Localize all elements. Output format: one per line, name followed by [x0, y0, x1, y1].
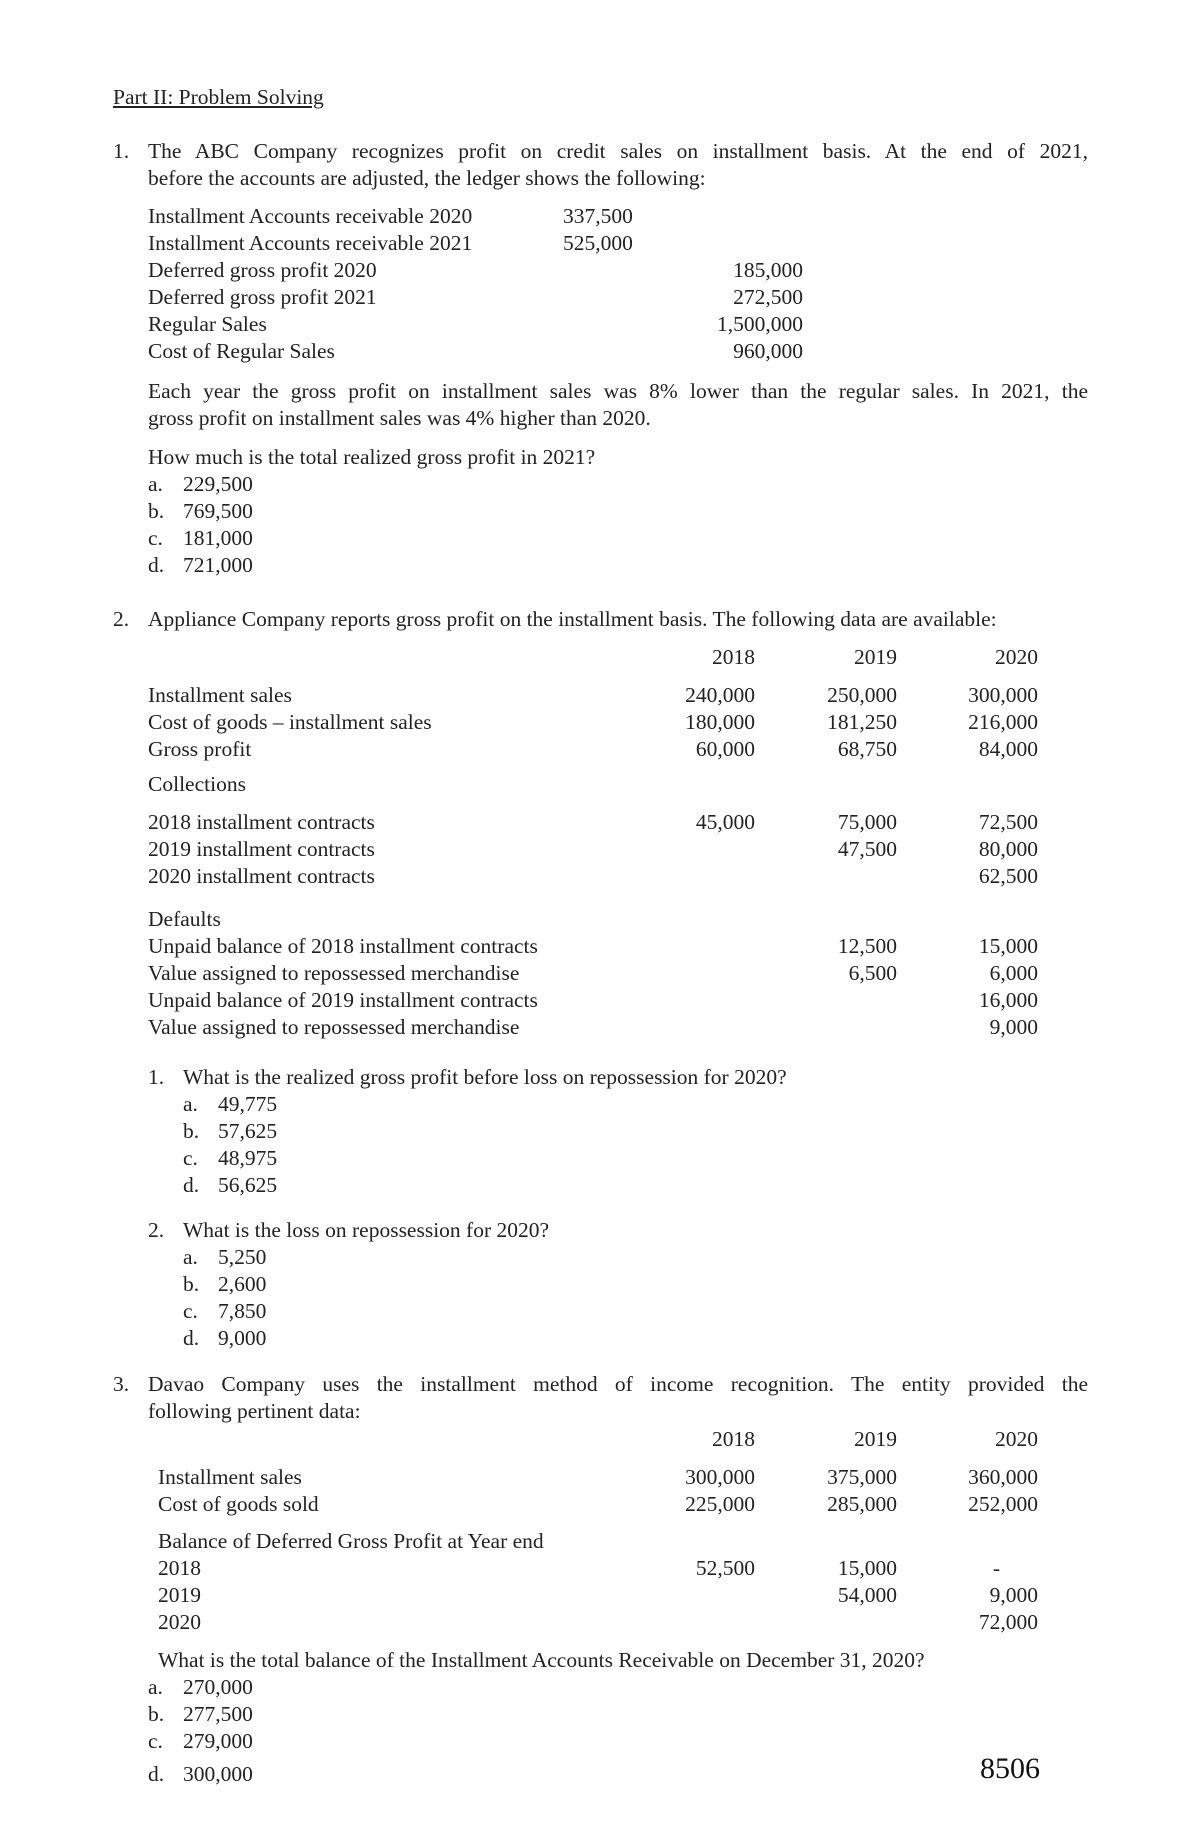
- q2-sub2-choice-value: 2,600: [218, 1272, 267, 1296]
- section-heading: Part II: Problem Solving: [113, 85, 324, 109]
- row-label: Installment sales: [148, 683, 292, 707]
- ledger-credit: 1,500,000: [717, 312, 803, 336]
- q2-year-header: 2020: [995, 645, 1038, 669]
- cell-2018: [608, 933, 755, 960]
- cell-2018: 225,000: [685, 1492, 755, 1516]
- q2-sub2-choice-value: 9,000: [218, 1326, 267, 1350]
- table-row: [158, 1555, 1038, 1582]
- q2-sub1-choice-letter: c.: [183, 1146, 198, 1170]
- table-row: [148, 311, 803, 338]
- q2-sub1-choice-value: 56,625: [218, 1173, 278, 1197]
- table-row: [148, 284, 803, 311]
- page-number: 8506: [980, 1752, 1040, 1785]
- cell-2018: 240,000: [685, 683, 755, 707]
- q3-choice-value: 277,500: [183, 1702, 253, 1726]
- row-label: Cost of goods – installment sales: [148, 710, 432, 734]
- ledger-label: Deferred gross profit 2020: [148, 258, 377, 282]
- cell-2018: [608, 987, 755, 1014]
- q2-sub1-question: What is the realized gross profit before loss on repossession for 2020?: [183, 1065, 787, 1089]
- q3-sales-table: [158, 1464, 1038, 1518]
- cell-2019: 181,250: [827, 710, 897, 734]
- cell-2019: 6,500: [848, 961, 897, 985]
- cell-2019: 250,000: [827, 683, 897, 707]
- q2-sub1-number: 1.: [148, 1065, 165, 1089]
- ledger-credit: [703, 203, 803, 230]
- q3-choice-value: 279,000: [183, 1729, 253, 1753]
- cell-2018: [608, 1014, 755, 1041]
- q3-choice-letter: b.: [148, 1702, 165, 1726]
- q1-choice-value: 721,000: [183, 553, 253, 577]
- table-row: [148, 809, 1038, 836]
- row-label: Gross profit: [148, 737, 252, 761]
- q2-sub2-question: What is the loss on repossession for 2020?: [183, 1218, 550, 1242]
- q3-dgp-table: [158, 1555, 1038, 1636]
- cell-2020: 360,000: [968, 1465, 1038, 1489]
- row-label: 2018 installment contracts: [148, 810, 375, 834]
- cell-2020: 300,000: [968, 683, 1038, 707]
- row-label: Installment sales: [158, 1465, 302, 1489]
- table-row: [158, 1582, 1038, 1609]
- cell-2020: 62,500: [978, 864, 1038, 888]
- table-row: [148, 338, 803, 365]
- table-row: [148, 682, 1038, 709]
- q2-summary-table: [148, 682, 1038, 763]
- q2-sub2-choice-letter: b.: [183, 1272, 200, 1296]
- q2-sub2-choice-letter: c.: [183, 1299, 198, 1323]
- q2-year-header: 2018: [712, 645, 755, 669]
- q1-question: How much is the total realized gross profit in 2021?: [148, 445, 596, 469]
- table-row: [148, 736, 1038, 763]
- q1-number: 1.: [113, 139, 130, 163]
- q1-choice-letter: d.: [148, 553, 165, 577]
- q2-sub2-choice-letter: a.: [183, 1245, 198, 1269]
- row-label: 2018: [158, 1556, 201, 1580]
- row-label: 2020 installment contracts: [148, 864, 375, 888]
- cell-2020: 84,000: [978, 737, 1038, 761]
- q1-choice-value: 181,000: [183, 526, 253, 550]
- q2-sub1-choice-letter: a.: [183, 1092, 198, 1116]
- row-label: 2020: [158, 1610, 201, 1634]
- q1-choice-value: 229,500: [183, 472, 253, 496]
- ledger-debit: [563, 257, 703, 284]
- ledger-debit: [563, 284, 703, 311]
- ledger-label: Regular Sales: [148, 312, 267, 336]
- cell-2018: [608, 836, 755, 863]
- table-row: [148, 230, 803, 257]
- table-row: [148, 863, 1038, 890]
- row-label: Value assigned to repossessed merchandise: [148, 961, 520, 985]
- table-row: [148, 203, 803, 230]
- ledger-label: Cost of Regular Sales: [148, 339, 335, 363]
- cell-2020: 9,000: [989, 1583, 1038, 1607]
- ledger-credit: 272,500: [733, 285, 803, 309]
- cell-2019: 47,500: [837, 837, 897, 861]
- ledger-label: Deferred gross profit 2021: [148, 285, 377, 309]
- q2-defaults-table: [148, 933, 1038, 1041]
- q3-year-header: 2018: [712, 1427, 755, 1451]
- q1-choice-letter: b.: [148, 499, 165, 523]
- q2-sub2-number: 2.: [148, 1218, 165, 1242]
- cell-2020: 9,000: [989, 1015, 1038, 1039]
- q1-ledger-table: [148, 203, 803, 365]
- table-row: [148, 836, 1038, 863]
- cell-2019: 68,750: [837, 737, 897, 761]
- cell-2018: [608, 960, 755, 987]
- cell-2018: [608, 863, 755, 890]
- cell-2020: 16,000: [978, 988, 1038, 1012]
- q3-choice-letter: d.: [148, 1762, 165, 1786]
- q2-sub2-choice-letter: d.: [183, 1326, 200, 1350]
- table-row: [158, 1491, 1038, 1518]
- table-row: [148, 933, 1038, 960]
- cell-2020: 252,000: [968, 1492, 1038, 1516]
- ledger-credit: [703, 230, 803, 257]
- cell-2019: 12,500: [837, 934, 897, 958]
- q2-sub1-choice-value: 57,625: [218, 1119, 278, 1143]
- row-label: Cost of goods sold: [158, 1492, 319, 1516]
- q1-stem-line1: The ABC Company recognizes profit on credit sales on installment basis. At the end of 2021,: [148, 139, 1088, 163]
- table-row: [158, 1609, 1038, 1636]
- row-label: 2019 installment contracts: [148, 837, 375, 861]
- cell-2019: 285,000: [827, 1492, 897, 1516]
- table-row: [148, 1014, 1038, 1041]
- q1-choice-letter: a.: [148, 472, 163, 496]
- table-row: [148, 709, 1038, 736]
- q3-choice-value: 300,000: [183, 1762, 253, 1786]
- q1-note-line2: gross profit on installment sales was 4% higher than 2020.: [148, 406, 651, 430]
- ledger-debit: [563, 311, 703, 338]
- cell-2019: 375,000: [827, 1465, 897, 1489]
- ledger-credit: 185,000: [733, 258, 803, 282]
- cell-2018: 60,000: [695, 737, 755, 761]
- q2-sub2-choice-value: 7,850: [218, 1299, 267, 1323]
- cell-2019: [755, 1014, 897, 1041]
- q1-stem-line2: before the accounts are adjusted, the ledger shows the following:: [148, 166, 706, 190]
- cell-2019: [755, 1609, 897, 1636]
- cell-2020: -: [992, 1556, 1000, 1580]
- cell-2019: 15,000: [837, 1556, 897, 1580]
- table-row: [148, 960, 1038, 987]
- ledger-debit: [563, 338, 703, 365]
- cell-2020: 15,000: [978, 934, 1038, 958]
- table-row: [158, 1464, 1038, 1491]
- cell-2020: 72,500: [978, 810, 1038, 834]
- q1-choice-letter: c.: [148, 526, 163, 550]
- cell-2019: 75,000: [837, 810, 897, 834]
- cell-2020: 6,000: [989, 961, 1038, 985]
- ledger-credit: 960,000: [733, 339, 803, 363]
- q2-year-header: 2019: [854, 645, 897, 669]
- cell-2018: 45,000: [695, 810, 755, 834]
- cell-2019: [755, 987, 897, 1014]
- cell-2020: 72,000: [978, 1610, 1038, 1634]
- cell-2020: 80,000: [978, 837, 1038, 861]
- q3-choice-value: 270,000: [183, 1675, 253, 1699]
- q3-stem-line2: following pertinent data:: [148, 1399, 361, 1423]
- cell-2018: [608, 1582, 755, 1609]
- table-row: [148, 987, 1038, 1014]
- row-label: Unpaid balance of 2019 installment contracts: [148, 988, 538, 1012]
- row-label: 2019: [158, 1583, 201, 1607]
- row-label: Value assigned to repossessed merchandise: [148, 1015, 520, 1039]
- q3-question: What is the total balance of the Installment Accounts Receivable on December 31, 2020?: [158, 1648, 925, 1672]
- q2-sub2-choice-value: 5,250: [218, 1245, 267, 1269]
- ledger-label: Installment Accounts receivable 2021: [148, 231, 473, 255]
- q3-number: 3.: [113, 1372, 130, 1396]
- q3-year-header: 2020: [995, 1427, 1038, 1451]
- q1-choice-value: 769,500: [183, 499, 253, 523]
- q2-defaults-label: Defaults: [148, 907, 221, 931]
- q2-sub1-choice-value: 49,775: [218, 1092, 278, 1116]
- q2-sub1-choice-letter: b.: [183, 1119, 200, 1143]
- cell-2018: 180,000: [685, 710, 755, 734]
- q2-collections-table: [148, 809, 1038, 890]
- cell-2019: [755, 863, 897, 890]
- ledger-label: Installment Accounts receivable 2020: [148, 204, 473, 228]
- q2-sub1-choice-letter: d.: [183, 1173, 200, 1197]
- q3-dgp-label: Balance of Deferred Gross Profit at Year end: [158, 1529, 544, 1553]
- cell-2018: 300,000: [685, 1465, 755, 1489]
- q2-sub1-choice-value: 48,975: [218, 1146, 278, 1170]
- q2-number: 2.: [113, 607, 130, 631]
- cell-2020: 216,000: [968, 710, 1038, 734]
- q2-collections-label: Collections: [148, 772, 246, 796]
- q1-note-line1: Each year the gross profit on installment sales was 8% lower than the regular sales. In 2021, the: [148, 379, 1088, 403]
- ledger-debit: 525,000: [563, 231, 633, 255]
- cell-2018: [608, 1609, 755, 1636]
- cell-2019: 54,000: [837, 1583, 897, 1607]
- ledger-debit: 337,500: [563, 204, 633, 228]
- q3-year-header: 2019: [854, 1427, 897, 1451]
- row-label: Unpaid balance of 2018 installment contracts: [148, 934, 538, 958]
- cell-2018: 52,500: [695, 1556, 755, 1580]
- table-row: [148, 257, 803, 284]
- q3-stem-line1: Davao Company uses the installment method of income recognition. The entity provided the: [148, 1372, 1088, 1396]
- q3-choice-letter: a.: [148, 1675, 163, 1699]
- q3-choice-letter: c.: [148, 1729, 163, 1753]
- q2-stem: Appliance Company reports gross profit on the installment basis. The following data are available:: [148, 607, 997, 631]
